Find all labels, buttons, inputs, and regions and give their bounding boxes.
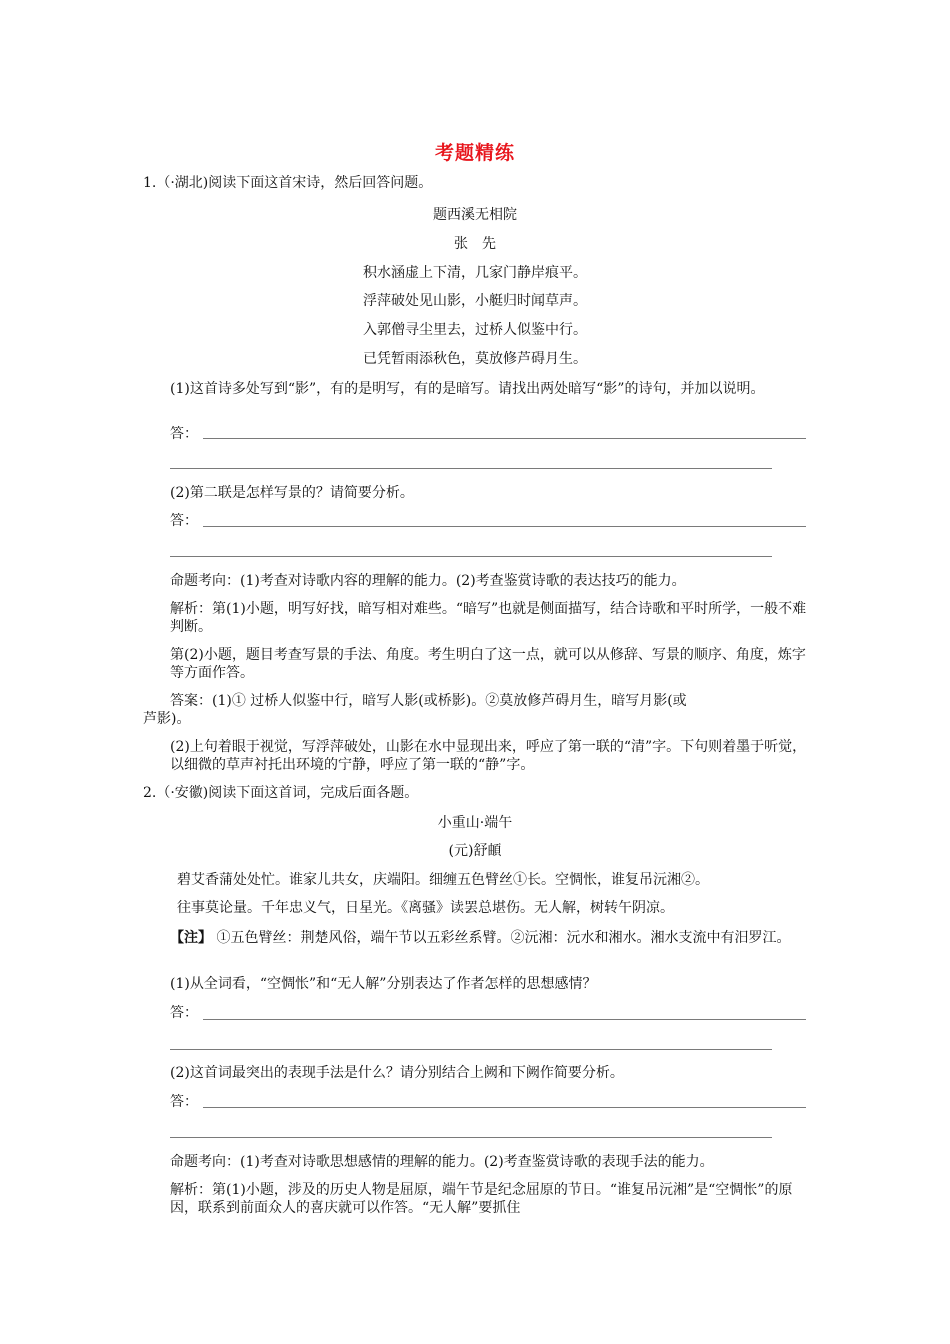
- answer-label: 答：: [170, 426, 198, 442]
- question-1-analysis-2: 第(2)小题，题目考查写景的手法、角度。考生明白了这一点，就可以从修辞、写景的顺序、角度，炼字等方面作答。: [170, 647, 806, 681]
- poem-1-line: 浮萍破处见山影，小艇归时闻草声。: [363, 293, 587, 309]
- question-2-analysis: 解析：第(1)小题，涉及的历史人物是屈原，端午节是纪念屈原的节日。“谁复吊沅湘”是“空惆怅”的原因，联系到前面众人的喜庆就可以作答。“无人解”要抓住: [170, 1182, 793, 1216]
- poem-1-line: 已凭暂雨添秋色，莫放修芦碍月生。: [363, 351, 587, 367]
- question-2-stem: 2.（·安徽)阅读下面这首词，完成后面各题。: [143, 785, 419, 801]
- poem-1-line: 入郭僧寻尘里去，过桥人似鉴中行。: [363, 322, 587, 338]
- question-1-stem: 1.（·湖北)阅读下面这首宋诗，然后回答问题。: [143, 175, 433, 191]
- question-1-answer-1-cont: 芦影)。: [143, 711, 191, 727]
- poem-2-line: 碧艾香蒲处处忙。谁家儿共女，庆端阳。细缠五色臂丝①长。空惆怅，谁复吊沅湘②。: [177, 872, 709, 888]
- question-1-sub-1: (1)这首诗多处写到“影”，有的是明写，有的是暗写。请找出两处暗写“影”的诗句，并加以说明。: [170, 381, 765, 397]
- answer-label: 答：: [170, 1005, 198, 1021]
- question-1-answer-1: 答案：(1)① 过桥人似鉴中行，暗写人影(或桥影)。②莫放修芦碍月生，暗写月影(或: [170, 693, 687, 709]
- question-1-answer-2: (2)上句着眼于视觉，写浮萍破处，山影在水中显现出来，呼应了第一联的“清”字。下句则着墨于听觉，以细微的草声衬托出环境的宁静，呼应了第一联的“静”字。: [170, 739, 807, 773]
- poem-1-author: 张 先: [454, 236, 496, 252]
- answer-line[interactable]: [203, 438, 806, 439]
- answer-line[interactable]: [170, 1137, 772, 1138]
- question-1-intent: 命题考向：(1)考查对诗歌内容的理解的能力。(2)考查鉴赏诗歌的表达技巧的能力。: [170, 573, 686, 589]
- answer-line[interactable]: [203, 526, 806, 527]
- answer-label: 答：: [170, 1094, 198, 1110]
- question-1-sub-2: (2)第二联是怎样写景的？请简要分析。: [170, 485, 414, 501]
- poem-2-note: [170, 929, 810, 947]
- answer-label: 答：: [170, 513, 198, 529]
- question-2-sub-1: (1)从全词看，“空惆怅”和“无人解”分别表达了作者怎样的思想感情？: [170, 976, 597, 992]
- question-2-intent: 命题考向：(1)考查对诗歌思想感情的理解的能力。(2)考查鉴赏诗歌的表现手法的能力。: [170, 1154, 714, 1170]
- note-label: 【注】: [170, 930, 212, 946]
- poem-2-title: 小重山·端午: [437, 815, 513, 831]
- note-text: ①五色臂丝：荆楚风俗，端午节以五彩丝系臂。②沅湘：沅水和湘水。湘水支流中有汨罗江。: [216, 930, 791, 946]
- answer-line[interactable]: [203, 1107, 806, 1108]
- poem-2-line: 往事莫论量。千年忠义气，日星光。《离骚》读罢总堪伤。无人解，树转午阴凉。: [177, 900, 674, 916]
- answer-line[interactable]: [170, 468, 772, 469]
- answer-line[interactable]: [170, 556, 772, 557]
- poem-1-title: 题西溪无相院: [433, 207, 517, 223]
- answer-line[interactable]: [203, 1019, 806, 1020]
- answer-line[interactable]: [170, 1049, 772, 1050]
- page-title: 考题精练: [434, 142, 515, 164]
- question-1-analysis-1: 解析：第(1)小题，明写好找，暗写相对难些。“暗写”也就是侧面描写，结合诗歌和平时所学，一般不难判断。: [170, 601, 807, 635]
- poem-1-line: 积水涵虚上下清，几家门静岸痕平。: [363, 265, 587, 281]
- question-2-sub-2: (2)这首词最突出的表现手法是什么？请分别结合上阙和下阙作简要分析。: [170, 1065, 624, 1081]
- poem-2-author: (元)舒頔: [448, 843, 502, 859]
